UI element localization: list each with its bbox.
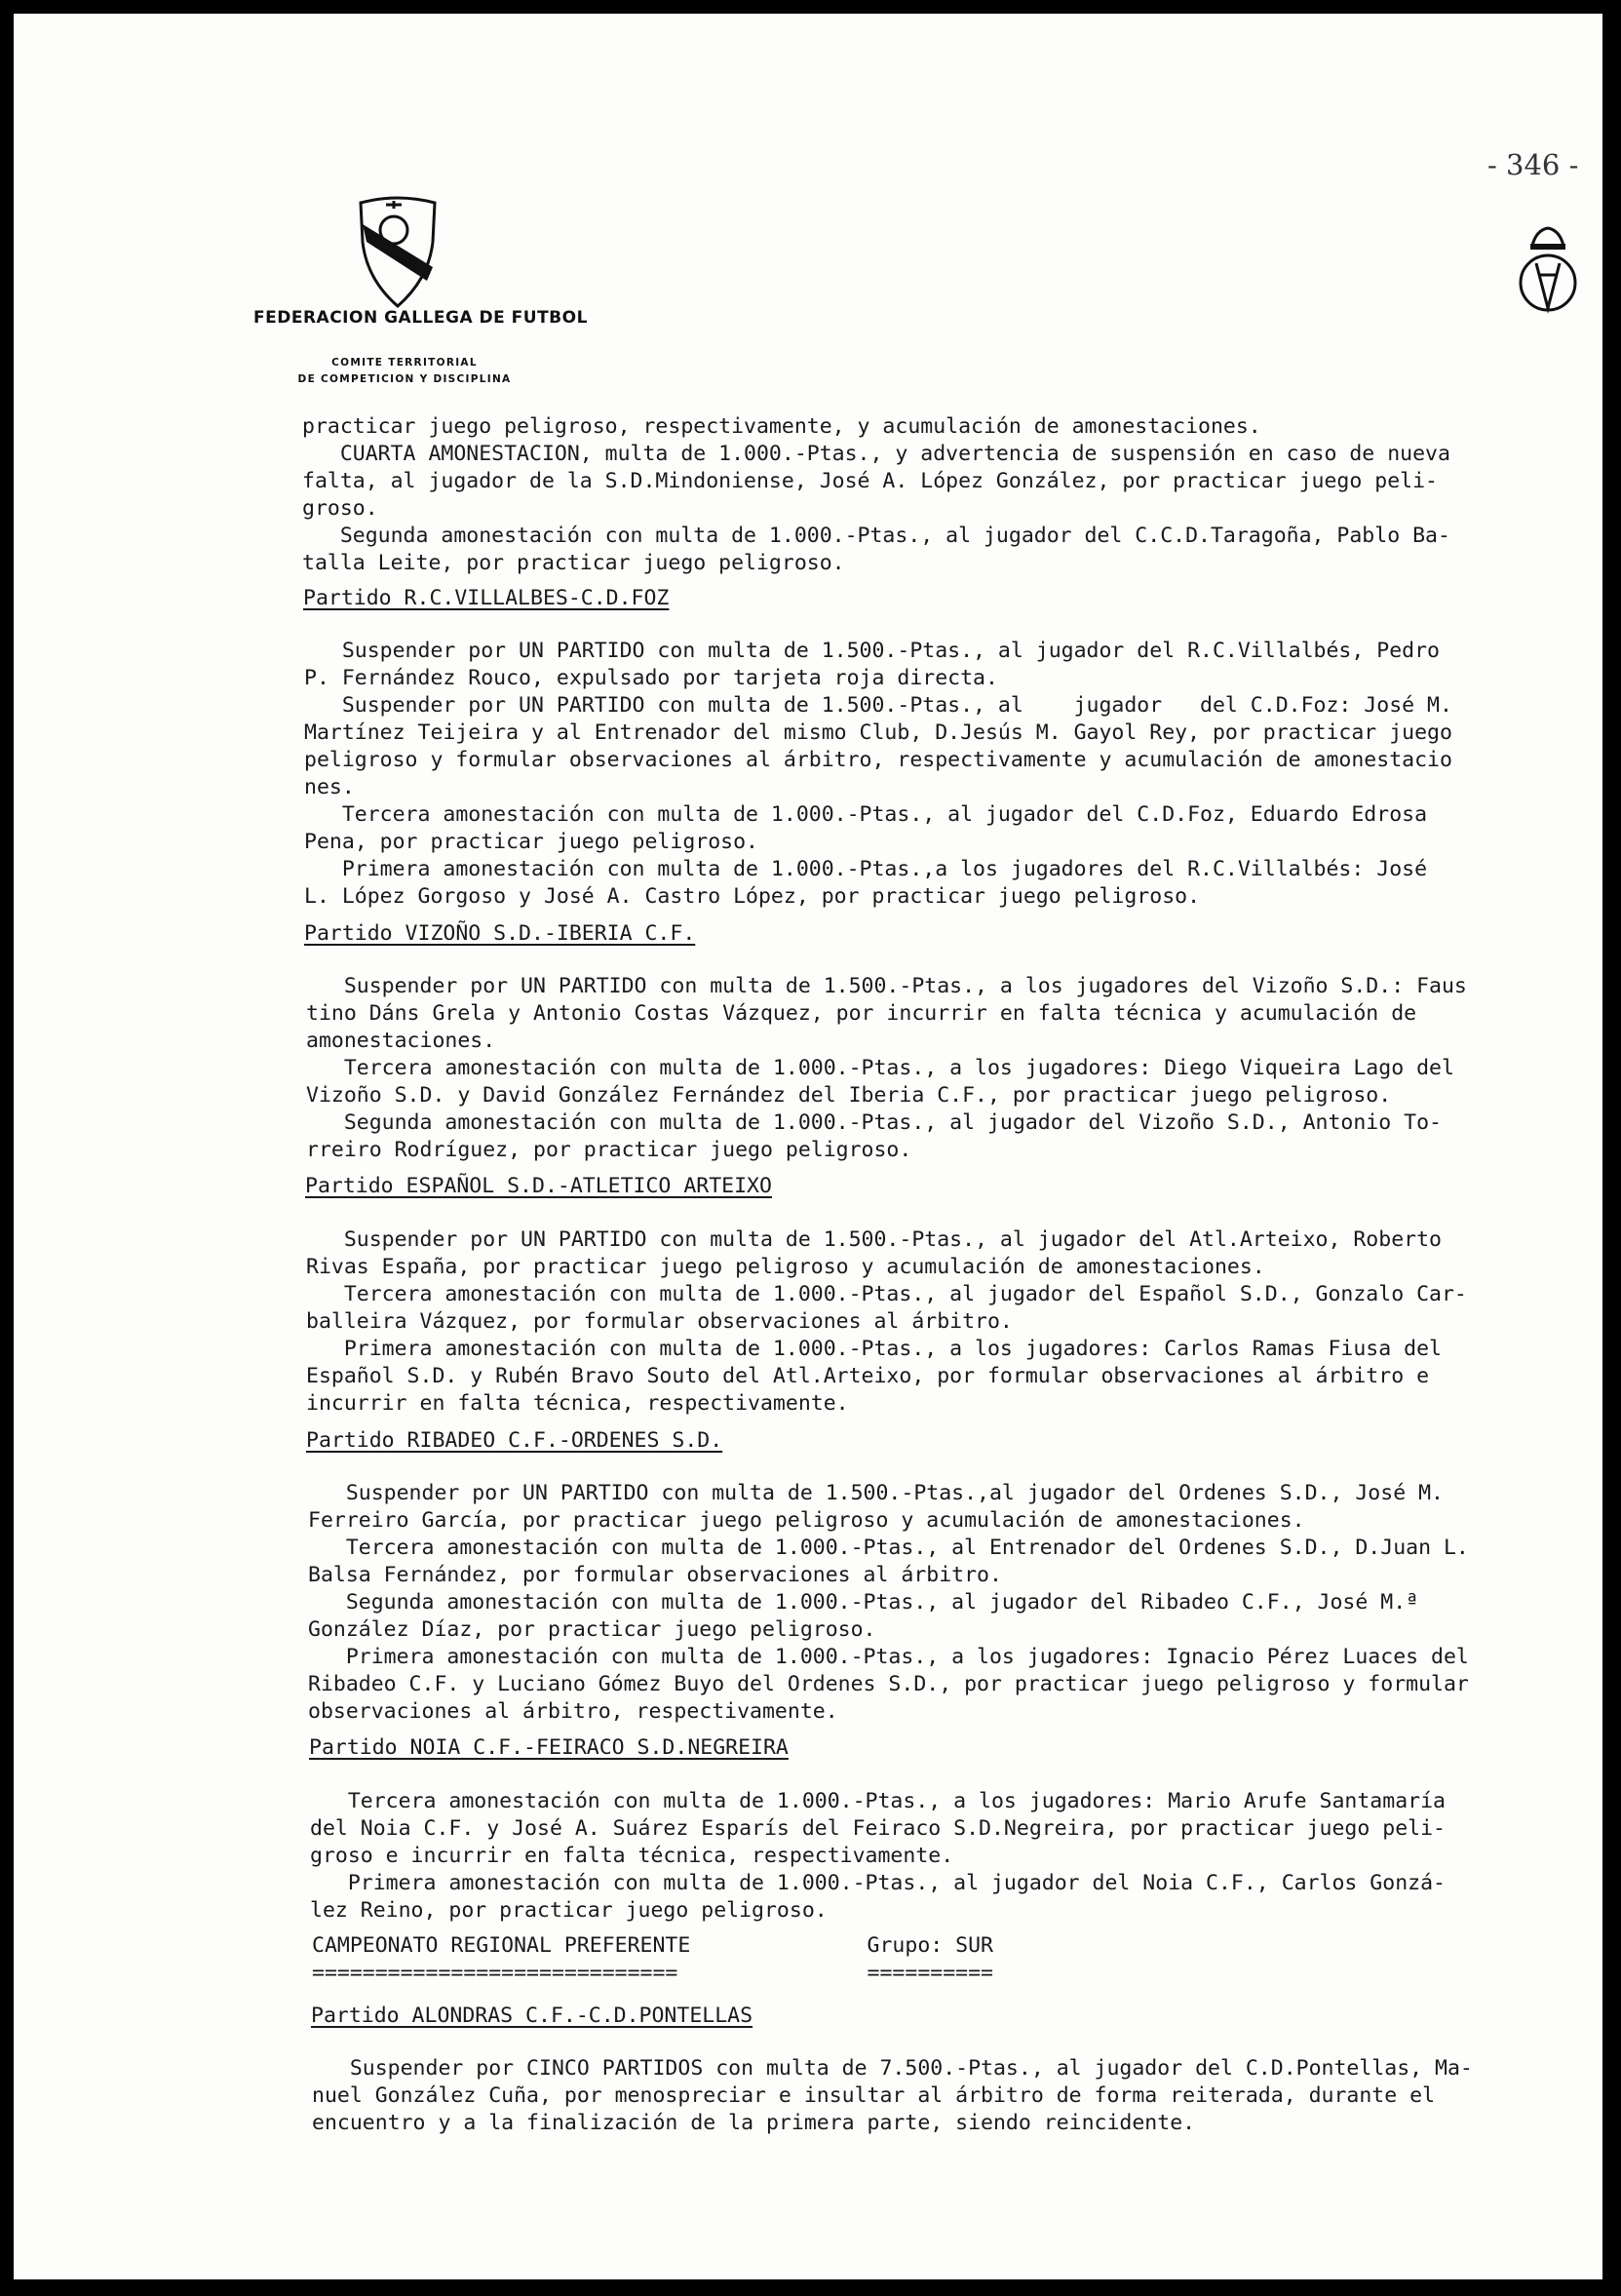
text-line: Rivas España, por practicar juego peligroso y acumulación de amonestaciones. [306, 1255, 1265, 1279]
federation-shield-logo [357, 195, 439, 310]
text-line: Balsa Fernández, por formular observaciones al árbitro. [308, 1563, 1002, 1587]
text-line: Tercera amonestación con multa de 1.000.-Ptas., al jugador del Español S.D., Gonzalo Car- [306, 1282, 1467, 1306]
text-line: groso. [302, 496, 378, 521]
committee-name [253, 355, 556, 388]
text-line: lez Reino, por practicar juego peligroso. [310, 1898, 828, 1923]
text-line: peligroso y formular observaciones al árbitro, respectivamente y acumulación de amonestacio [304, 748, 1452, 772]
match-sanctions [14, 1480, 1602, 1726]
match-title: Partido ESPAÑOL S.D.-ATLETICO ARTEIXO [305, 1174, 772, 1198]
text-line: Suspender por UN PARTIDO con multa de 1.500.-Ptas., al jugador del R.C.Villalbés, Pedro [304, 639, 1440, 663]
text-line: nuel González Cuña, por menospreciar e insultar al árbitro de forma reiterada, durante el [312, 2083, 1436, 2108]
text-line: Segunda amonestación con multa de 1.000.-Ptas., al jugador del Vizoño S.D., Antonio To- [306, 1110, 1442, 1135]
text-line: Primera amonestación con multa de 1.000.-Ptas., a los jugadores: Carlos Ramas Fiusa del [306, 1337, 1442, 1361]
text-line: Primera amonestación con multa de 1.000.-Ptas.,a los jugadores del R.C.Villalbés: José [304, 857, 1428, 881]
match-title: Partido ALONDRAS C.F.-C.D.PONTELLAS [311, 2004, 753, 2028]
match-heading [14, 2003, 1602, 2030]
text-line: balleira Vázquez, por formular observaciones al árbitro. [306, 1309, 1013, 1334]
text-line: encuentro y a la finalización de la primera parte, siendo reincidente. [312, 2111, 1196, 2135]
match-sanctions [14, 973, 1602, 1164]
text-line: practicar juego peligroso, respectivamente, y acumulación de amonestaciones. [302, 414, 1261, 439]
royal-federation-emblem [1515, 224, 1581, 320]
match-heading [14, 1427, 1602, 1455]
text-line: Suspender por UN PARTIDO con multa de 1.500.-Ptas., al jugador del Atl.Arteixo, Roberto [306, 1227, 1442, 1252]
text-line: Suspender por UN PARTIDO con multa de 1.500.-Ptas., al jugador del C.D.Foz: José M. [304, 693, 1452, 718]
match-sanctions [14, 1226, 1602, 1418]
text-line: Segunda amonestación con multa de 1.000.-Ptas., al jugador del Ribadeo C.F., José M.ª [308, 1590, 1419, 1615]
text-line: talla Leite, por practicar juego peligroso. [302, 551, 845, 575]
text-line: Pena, por practicar juego peligroso. [304, 830, 758, 854]
committee-line-2: DE COMPETICION Y DISCIPLINA [297, 373, 512, 385]
text-line: P. Fernández Rouco, expulsado por tarjeta roja directa. [304, 666, 998, 690]
text-line: Tercera amonestación con multa de 1.000.-Ptas., al jugador del C.D.Foz, Eduardo Edrosa [304, 802, 1428, 827]
text-line: Suspender por UN PARTIDO con multa de 1.500.-Ptas., a los jugadores del Vizoño S.D.: Faus [306, 974, 1467, 998]
match-sanctions [14, 638, 1602, 911]
match-heading [14, 585, 1602, 612]
text-line: nes. [304, 775, 355, 799]
committee-line-1: COMITE TERRITORIAL [331, 357, 478, 369]
text-line: incurrir en falta técnica, respectivamente. [306, 1391, 849, 1416]
text-line: groso e incurrir en falta técnica, respectivamente. [310, 1844, 954, 1868]
text-line: tino Dáns Grela y Antonio Costas Vázquez, por incurrir en falta técnica y acumulación de [306, 1001, 1417, 1026]
text-line: observaciones al árbitro, respectivamente. [308, 1699, 838, 1724]
organization-name: FEDERACION GALLEGA DE FUTBOL [253, 308, 588, 328]
text-line: Primera amonestación con multa de 1.000.-Ptas., al jugador del Noia C.F., Carlos Gonzá- [310, 1871, 1446, 1895]
text-line: amonestaciones. [306, 1029, 496, 1053]
match-heading [14, 1734, 1602, 1762]
match-sanctions [14, 1788, 1602, 1925]
match-title: Partido R.C.VILLALBES-C.D.FOZ [303, 586, 670, 610]
text-line: Tercera amonestación con multa de 1.000.-Ptas., al Entrenador del Ordenes S.D., D.Juan L. [308, 1536, 1469, 1560]
text-line: rreiro Rodríguez, por practicar juego peligroso. [306, 1138, 912, 1162]
continuation-block [14, 413, 1602, 577]
text-line: Ferreiro García, por practicar juego peligroso y acumulación de amonestaciones. [308, 1508, 1305, 1533]
text-line: Primera amonestación con multa de 1.000.-Ptas., a los jugadores: Ignacio Pérez Luaces del [308, 1645, 1469, 1669]
text-line: Martínez Teijeira y al Entrenador del mismo Club, D.Jesús M. Gayol Rey, por practicar juego [304, 720, 1452, 745]
text-line: Tercera amonestación con multa de 1.000.-Ptas., a los jugadores: Diego Viqueira Lago del [306, 1056, 1454, 1080]
text-line: Suspender por CINCO PARTIDOS con multa de 7.500.-Ptas., al jugador del C.D.Pontellas, Ma- [312, 2056, 1473, 2081]
text-line: Vizoño S.D. y David González Fernández del Iberia C.F., por practicar juego peligroso. [306, 1083, 1392, 1108]
text-line: ============================= ========== [312, 1961, 993, 1985]
text-line: CAMPEONATO REGIONAL PREFERENTE Grupo: SUR [312, 1933, 993, 1958]
text-line: Tercera amonestación con multa de 1.000.-Ptas., a los jugadores: Mario Arufe Santamaría [310, 1789, 1446, 1813]
text-line: L. López Gorgoso y José A. Castro López, por practicar juego peligroso. [304, 884, 1201, 909]
text-line: del Noia C.F. y José A. Suárez Esparís del Feiraco S.D.Negreira, por practicar juego peli- [310, 1816, 1446, 1841]
match-sanctions [14, 2055, 1602, 2137]
document-page [14, 14, 1602, 2279]
match-heading [14, 1173, 1602, 1200]
text-line: falta, al jugador de la S.D.Mindoniense, José A. López González, por practicar juego peli- [302, 469, 1438, 493]
text-line: CUARTA AMONESTACION, multa de 1.000.-Ptas., y advertencia de suspensión en caso de nueva [302, 442, 1450, 466]
match-title: Partido NOIA C.F.-FEIRACO S.D.NEGREIRA [309, 1735, 789, 1760]
text-line: González Díaz, por practicar juego peligroso. [308, 1617, 876, 1642]
text-line: Español S.D. y Rubén Bravo Souto del Atl.Arteixo, por formular observaciones al árbitro e [306, 1364, 1430, 1388]
text-line: Ribadeo C.F. y Luciano Gómez Buyo del Ordenes S.D., por practicar juego peligroso y formular [308, 1672, 1469, 1696]
text-line: Segunda amonestación con multa de 1.000.-Ptas., al jugador del C.C.D.Taragoña, Pablo Ba- [302, 524, 1450, 548]
match-heading [14, 920, 1602, 948]
page-number: - 346 - [1487, 148, 1579, 181]
championship-section [14, 1932, 1602, 1987]
match-title: Partido VIZOÑO S.D.-IBERIA C.F. [304, 921, 696, 946]
text-line: Suspender por UN PARTIDO con multa de 1.500.-Ptas.,al jugador del Ordenes S.D., José M. [308, 1481, 1444, 1505]
match-title: Partido RIBADEO C.F.-ORDENES S.D. [306, 1428, 723, 1453]
